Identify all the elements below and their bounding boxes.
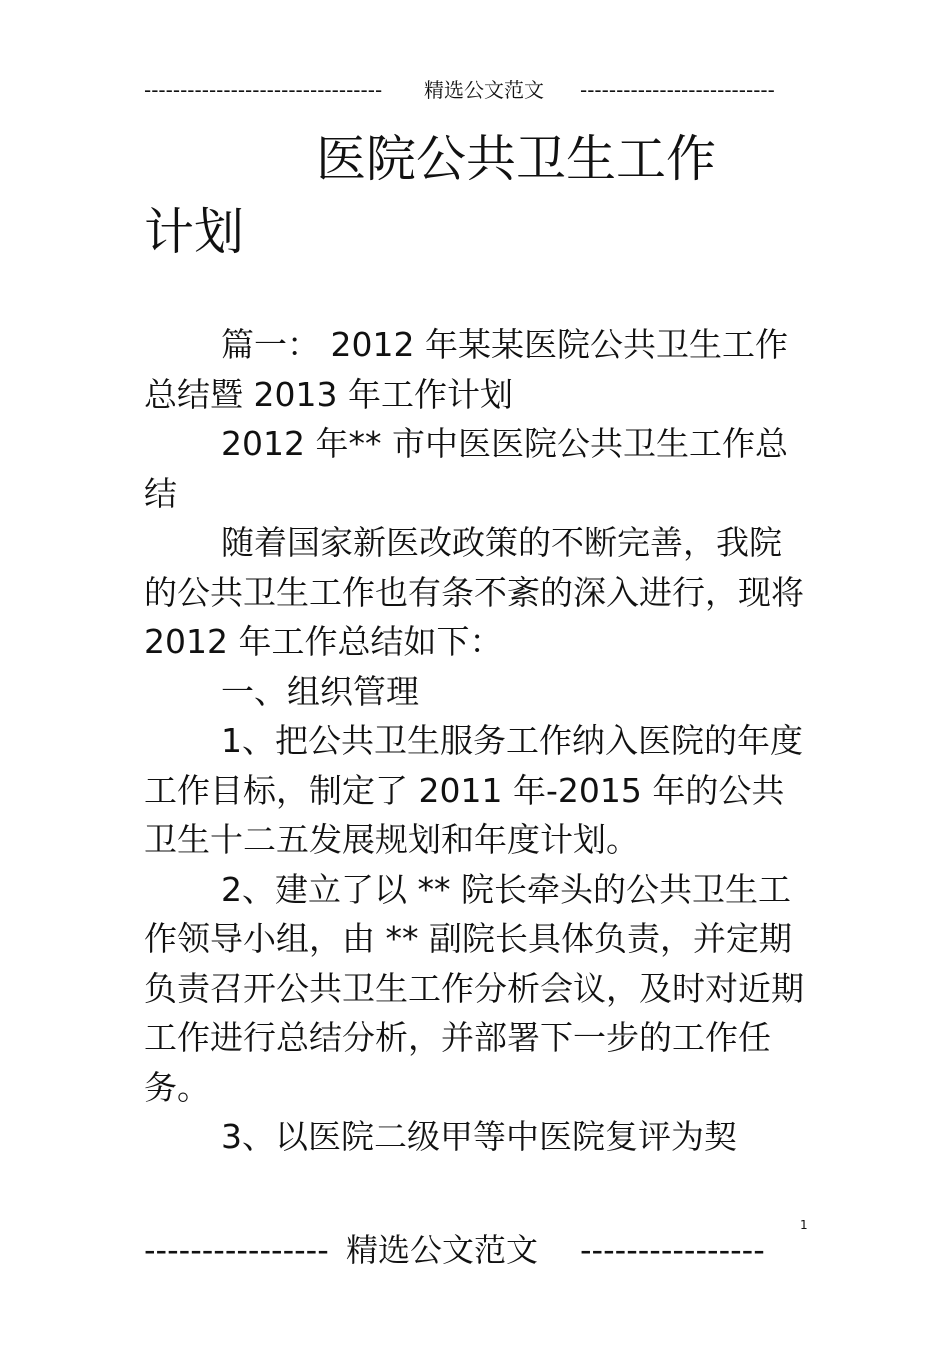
section-heading: 一、组织管理 <box>221 671 419 711</box>
document-title <box>144 124 784 267</box>
paragraph: 随着国家新医改政策的不断完善，我院的公共卫生工作也有条不紊的深入进行，现将 2012 年工作总结如下： <box>144 523 804 661</box>
header-dashes-left: --------------------------------- <box>144 78 383 102</box>
footer-dashes-right: ---------------- <box>580 1231 765 1269</box>
paragraph: 2、建立了以 ** 院长牵头的公共卫生工作领导小组，由 ** 副院长具体负责，并定期负责召开公共卫生工作分析会议，及时对近期工作进行总结分析，并部署下一步的工作任务。 <box>144 869 804 1107</box>
document-title-line1: 医院公共卫生工作 <box>316 130 716 188</box>
footer-dashes-left: ---------------- <box>144 1231 329 1269</box>
page-header <box>144 74 776 106</box>
footer-title: 精选公文范文 <box>346 1231 539 1269</box>
header-dashes-right: --------------------------- <box>580 78 775 102</box>
page-footer <box>144 1228 774 1272</box>
paragraph: 3、以医院二级甲等中医院复评为契 <box>221 1117 737 1156</box>
document-body <box>144 320 804 1162</box>
paragraph: 篇一： 2012 年某某医院公共卫生工作总结暨 2013 年工作计划 <box>144 325 788 414</box>
header-title: 精选公文范文 <box>424 78 544 102</box>
paragraph: 2012 年** 市中医医院公共卫生工作总结 <box>144 424 788 513</box>
page-number: 1 <box>800 1218 808 1232</box>
document-title-line2: 计划 <box>144 203 244 261</box>
paragraph: 1、把公共卫生服务工作纳入医院的年度工作目标，制定了 2011 年-2015 年的公共卫生十二五发展规划和年度计划。 <box>144 721 803 859</box>
